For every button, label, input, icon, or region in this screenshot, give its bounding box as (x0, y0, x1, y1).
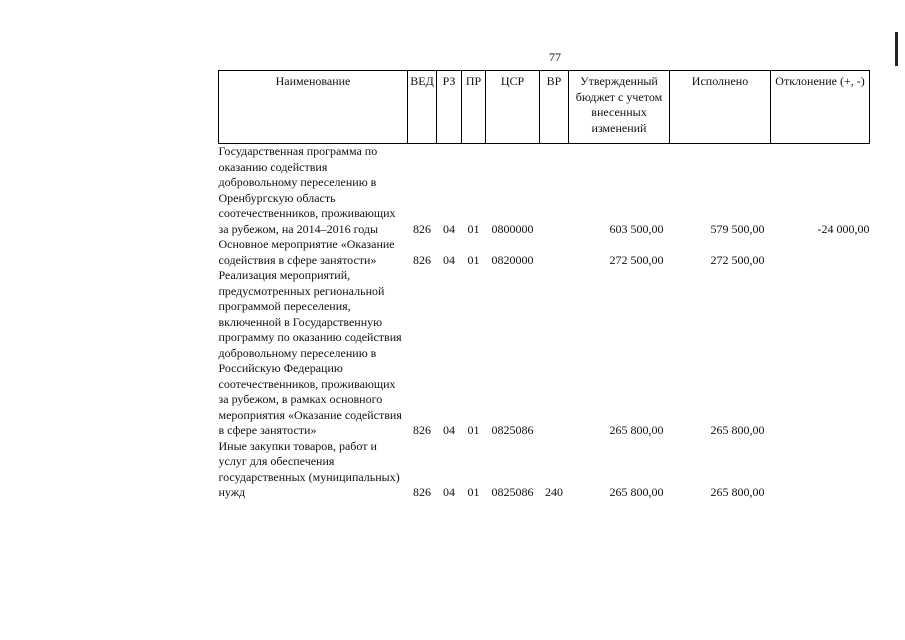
header-vr: ВР (540, 71, 569, 144)
table-header-row (219, 71, 870, 144)
header-pr: ПР (462, 71, 486, 144)
header-deviation: Отклонение (+, -) (771, 71, 870, 144)
row-vr (540, 268, 569, 439)
row-ved: 826 (413, 252, 431, 267)
table-row (219, 268, 870, 439)
row-ved: 826 (413, 423, 431, 437)
row-rz: 04 (443, 252, 455, 267)
table-row (219, 144, 870, 238)
budget-execution-table (218, 70, 870, 501)
page-number: 77 (549, 50, 561, 64)
row-executed: 272 500,00 (710, 252, 765, 267)
row-name: Государственная программа по оказанию содействия добровольному переселению в Оренбургскую область соотечественников, проживающих за рубежом, на 2014–2016 годы (218, 144, 396, 236)
row-deviation (771, 237, 870, 268)
row-deviation (771, 268, 870, 439)
header-executed: Исполнено (670, 71, 771, 144)
row-vr (540, 237, 569, 268)
row-name: Иные закупки товаров, работ и услуг для обеспечения государственных (муниципальных) нужд (218, 438, 400, 499)
row-pr: 01 (467, 252, 480, 267)
row-csr: 0820000 (491, 252, 534, 267)
row-approved: 265 800,00 (609, 485, 664, 499)
row-deviation (771, 439, 870, 501)
row-csr: 0825086 (491, 485, 534, 499)
row-approved: 265 800,00 (609, 423, 664, 437)
row-executed: 265 800,00 (710, 485, 765, 499)
table-row (219, 439, 870, 501)
row-rz: 04 (443, 423, 455, 437)
row-vr (540, 144, 569, 238)
row-deviation: -24 000,00 (817, 221, 870, 236)
row-rz: 04 (443, 485, 455, 499)
row-executed: 265 800,00 (710, 423, 765, 437)
row-name: Основное мероприятие «Оказание содействия в сфере занятости» (218, 237, 395, 267)
row-executed: 579 500,00 (710, 221, 765, 236)
table-row (219, 237, 870, 268)
row-ved: 826 (413, 221, 431, 236)
header-ved: ВЕД (408, 71, 437, 144)
row-pr: 01 (467, 221, 480, 236)
header-csr: ЦСР (486, 71, 540, 144)
row-name: Реализация мероприятий, предусмотренных региональной программой переселения, включенной в Государственную программу по оказанию содействия добровольному переселению в Российскую Федерацию соотечественников, проживающих за рубежом, в рамках основного мероприятия «Оказание содействия в сфере занятости» (218, 268, 402, 437)
row-csr: 0825086 (491, 423, 534, 437)
scan-edge-mark (895, 32, 898, 66)
row-csr: 0800000 (491, 221, 534, 236)
row-pr: 01 (467, 423, 480, 437)
row-rz: 04 (443, 221, 455, 236)
row-approved: 272 500,00 (609, 252, 664, 267)
header-name: Наименование (219, 71, 408, 144)
header-rz: РЗ (437, 71, 462, 144)
row-ved: 826 (413, 485, 431, 499)
row-approved: 603 500,00 (609, 221, 664, 236)
row-pr: 01 (467, 485, 480, 499)
header-approved: Утвержденный бюджет с учетом внесенных изменений (569, 71, 670, 144)
row-vr: 240 (545, 485, 563, 499)
